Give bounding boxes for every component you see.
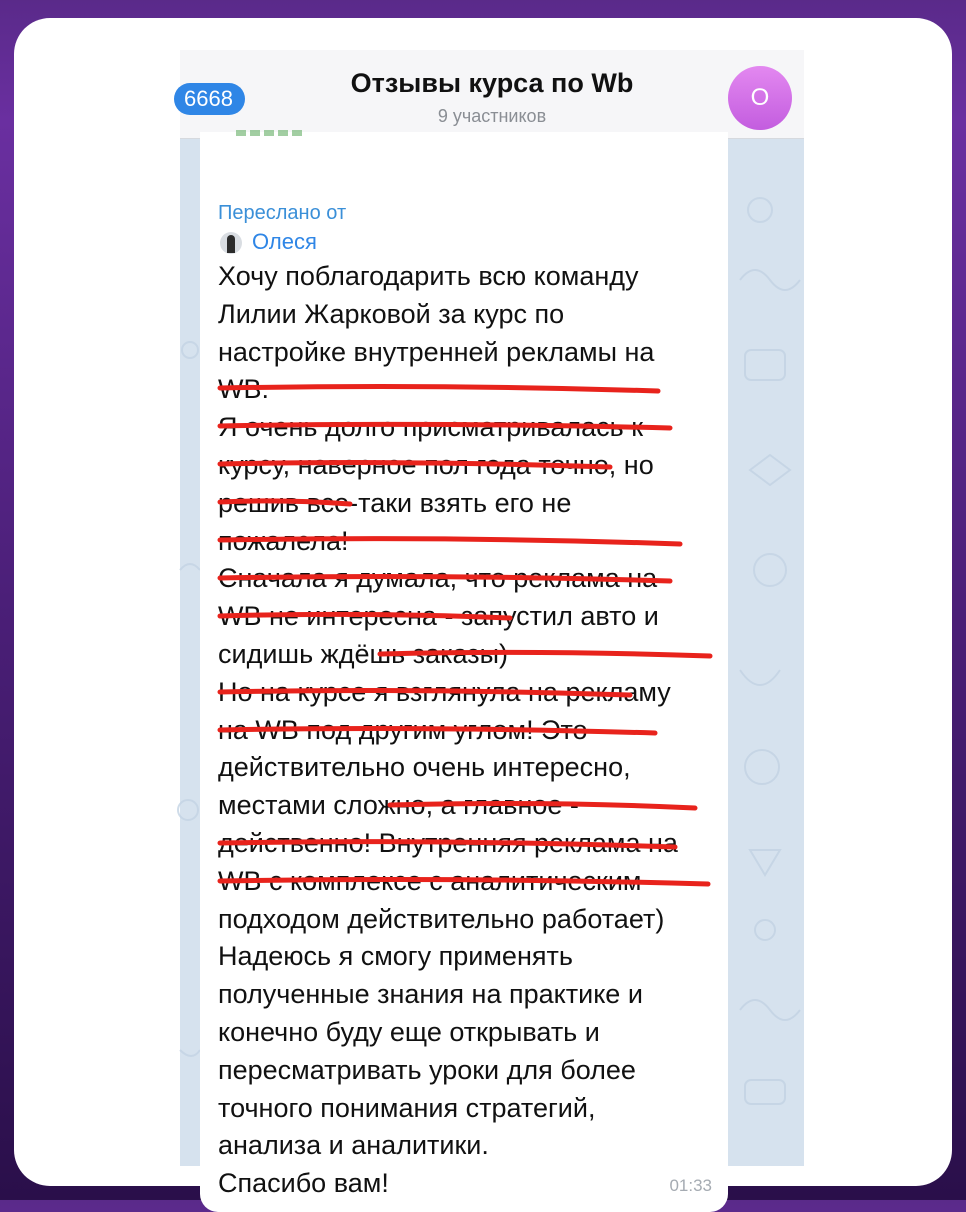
- message-line: Я очень долго присматривалась к: [218, 412, 644, 443]
- message-line: сидишь ждёшь заказы): [218, 638, 508, 669]
- message-line: WB с комплексе с аналитическим: [218, 865, 642, 896]
- message-time: 01:33: [669, 1176, 712, 1195]
- message-line: Лилии Жарковой за курс по: [218, 298, 565, 329]
- message-line: пожалела!: [218, 525, 349, 556]
- message-line: на WB под другим углом! Это: [218, 714, 588, 745]
- message-line: WB не интересна - запустил авто и: [218, 601, 659, 632]
- forwarded-from-name[interactable]: Олеся: [252, 229, 317, 254]
- forwarded-label: Переслано от: [218, 202, 347, 224]
- message-line: точного понимания стратегий,: [218, 1092, 596, 1123]
- message-line: WB.: [218, 374, 269, 405]
- unread-count-badge[interactable]: 6668: [174, 83, 245, 115]
- message-line: Но на курсе я взглянула на рекламу: [218, 676, 671, 707]
- message-line: Спасибо вам!: [218, 1168, 389, 1199]
- forwarded-from-avatar[interactable]: [220, 232, 242, 254]
- message-line: Хочу поблагодарить всю команду: [218, 261, 639, 291]
- clipped-text-fragment: [236, 130, 306, 136]
- message-line: курсу, наверное пол года точно, но: [218, 449, 654, 480]
- message-line: Сначала я думала, что реклама на: [218, 563, 658, 594]
- message-bubble[interactable]: [200, 132, 728, 1212]
- chat-header: [180, 50, 804, 139]
- chat-avatar[interactable]: О: [728, 66, 792, 130]
- message-line: действенно! Внутренняя реклама на: [218, 827, 678, 858]
- message-line: анализа и аналитики.: [218, 1130, 489, 1161]
- message-line: подходом действительно работает): [218, 903, 665, 934]
- message-line: Надеюсь я смогу применять: [218, 941, 573, 972]
- message-line: действительно очень интересно,: [218, 752, 631, 783]
- message-line: решив все-таки взять его не: [218, 487, 572, 518]
- chat-screen: [180, 50, 804, 1199]
- message-line: полученные знания на практике и: [218, 979, 643, 1010]
- message-line: конечно буду еще открывать и: [218, 1016, 600, 1047]
- message-line: местами сложно, а главное -: [218, 790, 579, 821]
- chat-subtitle: 9 участников: [437, 106, 547, 126]
- chat-title[interactable]: Отзывы курса по Wb: [350, 68, 634, 98]
- message-line: пересматривать уроки для более: [218, 1054, 636, 1085]
- message-text: [218, 258, 718, 1203]
- message-line: настройке внутренней рекламы на: [218, 336, 655, 367]
